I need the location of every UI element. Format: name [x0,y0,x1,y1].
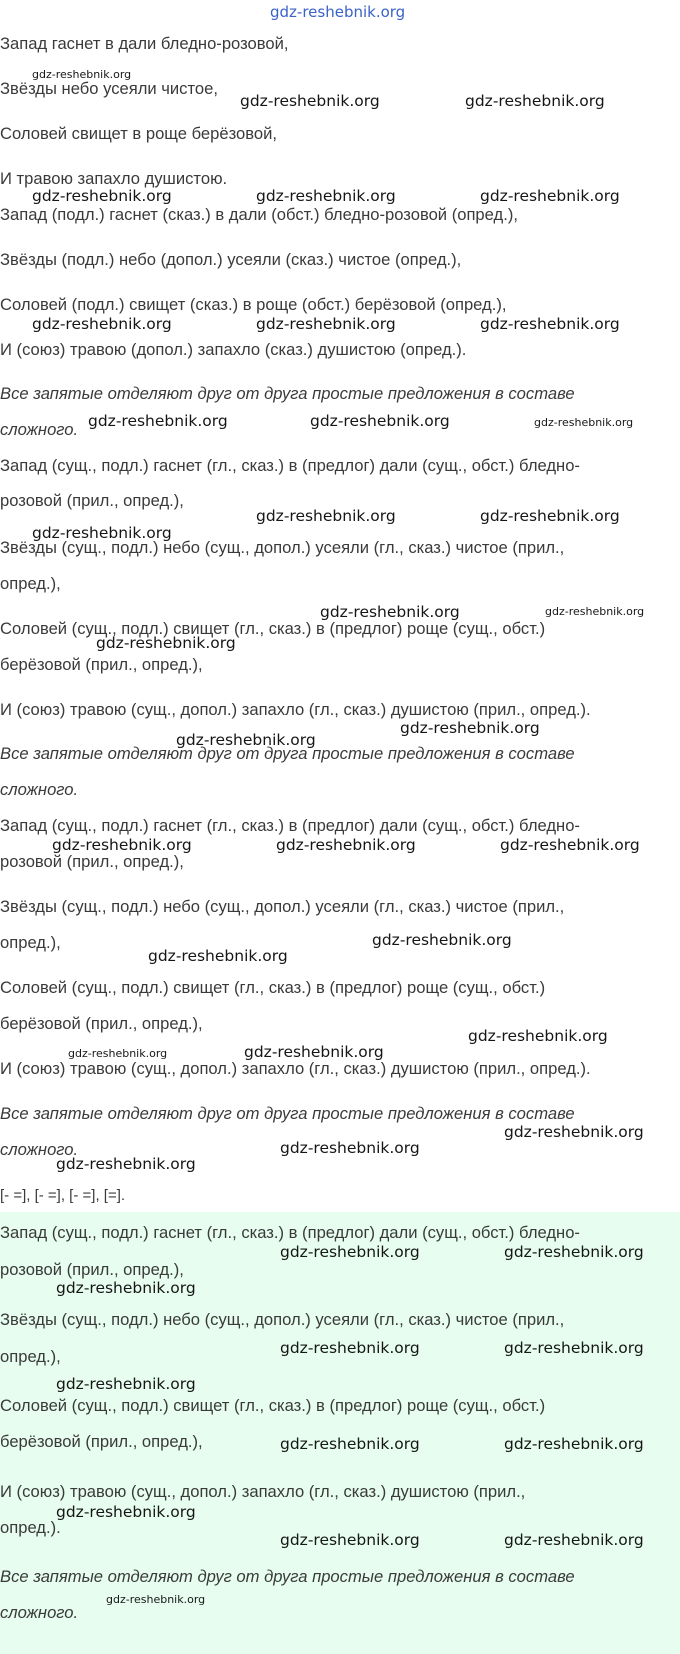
watermark: gdz-reshebnik.org [106,1593,206,1606]
watermark: gdz-reshebnik.org [96,634,236,652]
note-line: Все запятые отделяют друг от друга простые предложения в составе [0,384,575,403]
analysis-line: берёзовой (прил., опред.), [0,1014,203,1033]
answer-line: берёзовой (прил., опред.), [0,1432,203,1451]
watermark: gdz-reshebnik.org [280,1531,420,1549]
analysis-line: Соловей (сущ., подл.) свищет (гл., сказ.) в (предлог) роще (сущ., обст.) [0,619,546,638]
watermark: gdz-reshebnik.org [52,836,192,854]
note-line: Все запятые отделяют друг от друга простые предложения в составе [0,744,575,763]
watermark: gdz-reshebnik.org [480,187,620,205]
analysis-line: Соловей (сущ., подл.) свищет (гл., сказ.) в (предлог) роще (сущ., обст.) [0,978,546,997]
analysis-line: И (союз) травою (сущ., допол.) запахло (гл., сказ.) душистою (прил., опред.). [0,1059,591,1078]
watermark: gdz-reshebnik.org [68,1047,168,1060]
answer-line: Звёзды (сущ., подл.) небо (сущ., допол.) усеяли (гл., сказ.) чистое (прил., [0,1310,565,1329]
watermark: gdz-reshebnik.org [320,603,460,621]
watermark: gdz-reshebnik.org [500,836,640,854]
analysis-line: И (союз) травою (сущ., допол.) запахло (гл., сказ.) душистою (прил., опред.). [0,700,591,719]
analysis-line: Звёзды (сущ., подл.) небо (сущ., допол.) усеяли (гл., сказ.) чистое (прил., [0,897,565,916]
watermark: gdz-reshebnik.org [56,1503,196,1521]
note-line: сложного. [0,1140,79,1159]
watermark: gdz-reshebnik.org [256,315,396,333]
analysis-line: Звёзды (подл.) небо (допол.) усеяли (сказ.) чистое (опред.), [0,250,462,269]
watermark: gdz-reshebnik.org [534,416,634,429]
answer-line: Соловей (сущ., подл.) свищет (гл., сказ.) в (предлог) роще (сущ., обст.) [0,1396,546,1415]
sentence-scheme: [- =], [- =], [- =], [=]. [0,1187,126,1204]
analysis-line: опред.), [0,574,61,593]
watermark: gdz-reshebnik.org [32,315,172,333]
note-line: сложного. [0,420,79,439]
watermark: gdz-reshebnik.org [545,605,645,618]
watermark-top: gdz-reshebnik.org [270,3,406,21]
watermark: gdz-reshebnik.org [280,1139,420,1157]
watermark: gdz-reshebnik.org [32,524,172,542]
watermark: gdz-reshebnik.org [56,1155,196,1173]
watermark: gdz-reshebnik.org [372,931,512,949]
watermark: gdz-reshebnik.org [56,1375,196,1393]
answer-line: розовой (прил., опред.), [0,1260,184,1279]
analysis-line: Соловей (подл.) свищет (сказ.) в роще (обст.) берёзовой (опред.), [0,295,507,314]
watermark: gdz-reshebnik.org [88,412,228,430]
watermark: gdz-reshebnik.org [310,412,450,430]
watermark: gdz-reshebnik.org [240,92,380,110]
answer-line: опред.), [0,1347,61,1366]
analysis-line: розовой (прил., опред.), [0,491,184,510]
analysis-line: розовой (прил., опред.), [0,852,184,871]
watermark: gdz-reshebnik.org [56,1279,196,1297]
watermark: gdz-reshebnik.org [504,1531,644,1549]
note-line: сложного. [0,780,79,799]
analysis-line: опред.), [0,933,61,952]
watermark: gdz-reshebnik.org [504,1435,644,1453]
analysis-line: Запад (подл.) гаснет (сказ.) в дали (обст.) бледно-розовой (опред.), [0,205,518,224]
watermark: gdz-reshebnik.org [32,68,132,81]
watermark: gdz-reshebnik.org [32,187,172,205]
answer-line: И (союз) травою (сущ., допол.) запахло (гл., сказ.) душистою (прил., [0,1482,526,1501]
watermark: gdz-reshebnik.org [280,1243,420,1261]
watermark: gdz-reshebnik.org [465,92,605,110]
answer-line: Запад (сущ., подл.) гаснет (гл., сказ.) в (предлог) дали (сущ., обст.) бледно- [0,1223,580,1242]
watermark: gdz-reshebnik.org [280,1339,420,1357]
watermark: gdz-reshebnik.org [256,187,396,205]
watermark: gdz-reshebnik.org [504,1243,644,1261]
watermark: gdz-reshebnik.org [400,719,540,737]
watermark: gdz-reshebnik.org [504,1123,644,1141]
analysis-line: Запад (сущ., подл.) гаснет (гл., сказ.) в (предлог) дали (сущ., обст.) бледно- [0,816,580,835]
watermark: gdz-reshebnik.org [480,507,620,525]
watermark: gdz-reshebnik.org [176,731,316,749]
watermark: gdz-reshebnik.org [280,1435,420,1453]
analysis-line: Звёзды (сущ., подл.) небо (сущ., допол.) усеяли (гл., сказ.) чистое (прил., [0,538,565,557]
poem-line-4: И травою запахло душистою. [0,169,228,188]
analysis-line: берёзовой (прил., опред.), [0,655,203,674]
watermark: gdz-reshebnik.org [480,315,620,333]
answer-line: опред.). [0,1518,61,1537]
watermark: gdz-reshebnik.org [468,1027,608,1045]
poem-line-2: Звёзды небо усеяли чистое, [0,79,218,98]
watermark: gdz-reshebnik.org [276,836,416,854]
note-line: Все запятые отделяют друг от друга простые предложения в составе [0,1567,575,1586]
watermark: gdz-reshebnik.org [256,507,396,525]
poem-line-1: Запад гаснет в дали бледно-розовой, [0,34,289,53]
note-line: сложного. [0,1603,79,1622]
note-line: Все запятые отделяют друг от друга простые предложения в составе [0,1104,575,1123]
poem-line-3: Соловей свищет в роще берёзовой, [0,124,277,143]
analysis-line: Запад (сущ., подл.) гаснет (гл., сказ.) в (предлог) дали (сущ., обст.) бледно- [0,456,580,475]
watermark: gdz-reshebnik.org [244,1043,384,1061]
analysis-line: И (союз) травою (допол.) запахло (сказ.) душистою (опред.). [0,340,467,359]
watermark: gdz-reshebnik.org [504,1339,644,1357]
watermark: gdz-reshebnik.org [148,947,288,965]
